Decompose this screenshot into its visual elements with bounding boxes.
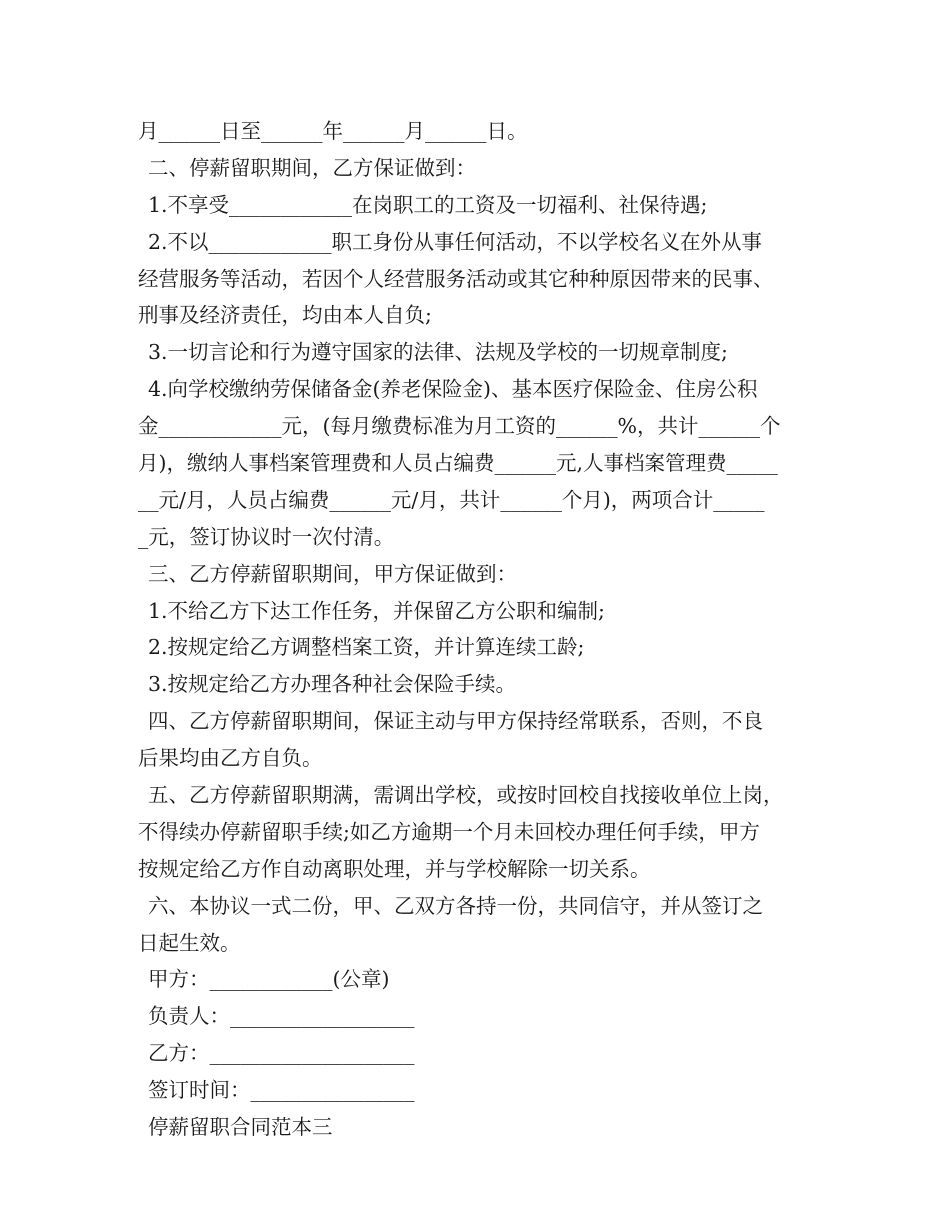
party-a-signature-line: 甲方：____________(公章) bbox=[148, 967, 390, 992]
section-heading-4: 四、乙方停薪留职期间，保证主动与甲方保持经常联系，否则，不良 bbox=[148, 709, 763, 734]
text-line: 经营服务等活动，若因个人经营服务活动或其它种种原因带来的民事、 bbox=[138, 266, 774, 291]
signing-date-line: 签订时间：________________ bbox=[148, 1078, 415, 1103]
party-b-signature-line: 乙方：____________________ bbox=[148, 1041, 415, 1066]
text-line: 不得续办停薪留职手续;如乙方逾期一个月未回校办理任何手续，甲方 bbox=[138, 819, 760, 844]
text-line: __元/月，人员占编费______元/月，共计______个月)，两项合计_____ bbox=[138, 487, 765, 512]
section-heading-5: 五、乙方停薪留职期满，需调出学校，或按时回校自找接收单位上岗， bbox=[148, 783, 784, 808]
text-line: 4.向学校缴纳劳保储备金(养老保险金)、基本医疗保险金、住房公积 bbox=[148, 377, 758, 402]
text-line: 1.不给乙方下达工作任务，并保留乙方公职和编制; bbox=[148, 598, 605, 623]
section-heading-2: 二、停薪留职期间，乙方保证做到： bbox=[148, 155, 476, 180]
section-heading-6: 六、本协议一式二份，甲、乙双方各持一份，共同信守，并从签订之 bbox=[148, 893, 763, 918]
text-line: 金____________元，(每月缴费标准为月工资的______%，共计______个 bbox=[138, 414, 781, 439]
text-line: 月)，缴纳人事档案管理费和人员占编费______元,人事档案管理费_____ bbox=[138, 451, 778, 476]
text-line: 2.不以____________职工身份从事任何活动，不以学校名义在外从事 bbox=[148, 229, 763, 254]
text-line: 刑事及经济责任，均由本人自负; bbox=[138, 303, 432, 328]
next-template-title: 停薪留职合同范本三 bbox=[148, 1115, 333, 1140]
text-line: 按规定给乙方作自动离职处理，并与学校解除一切关系。 bbox=[138, 856, 651, 881]
text-line: 月______日至______年______月______日。 bbox=[138, 119, 528, 143]
text-line: 3.一切言论和行为遵守国家的法律、法规及学校的一切规章制度; bbox=[148, 340, 728, 365]
text-line: _元，签订协议时一次付清。 bbox=[138, 524, 395, 549]
text-line: 2.按规定给乙方调整档案工资，并计算连续工龄; bbox=[148, 635, 585, 660]
text-line: 后果均由乙方自负。 bbox=[138, 746, 323, 771]
responsible-person-line: 负责人：__________________ bbox=[148, 1004, 415, 1029]
text-line: 1.不享受____________在岗职工的工资及一切福利、社保待遇; bbox=[148, 192, 708, 217]
text-line: 3.按规定给乙方办理各种社会保险手续。 bbox=[148, 672, 517, 697]
document-body bbox=[138, 113, 818, 1146]
text-line: 日起生效。 bbox=[138, 930, 241, 955]
section-heading-3: 三、乙方停薪留职期间，甲方保证做到： bbox=[148, 561, 517, 586]
